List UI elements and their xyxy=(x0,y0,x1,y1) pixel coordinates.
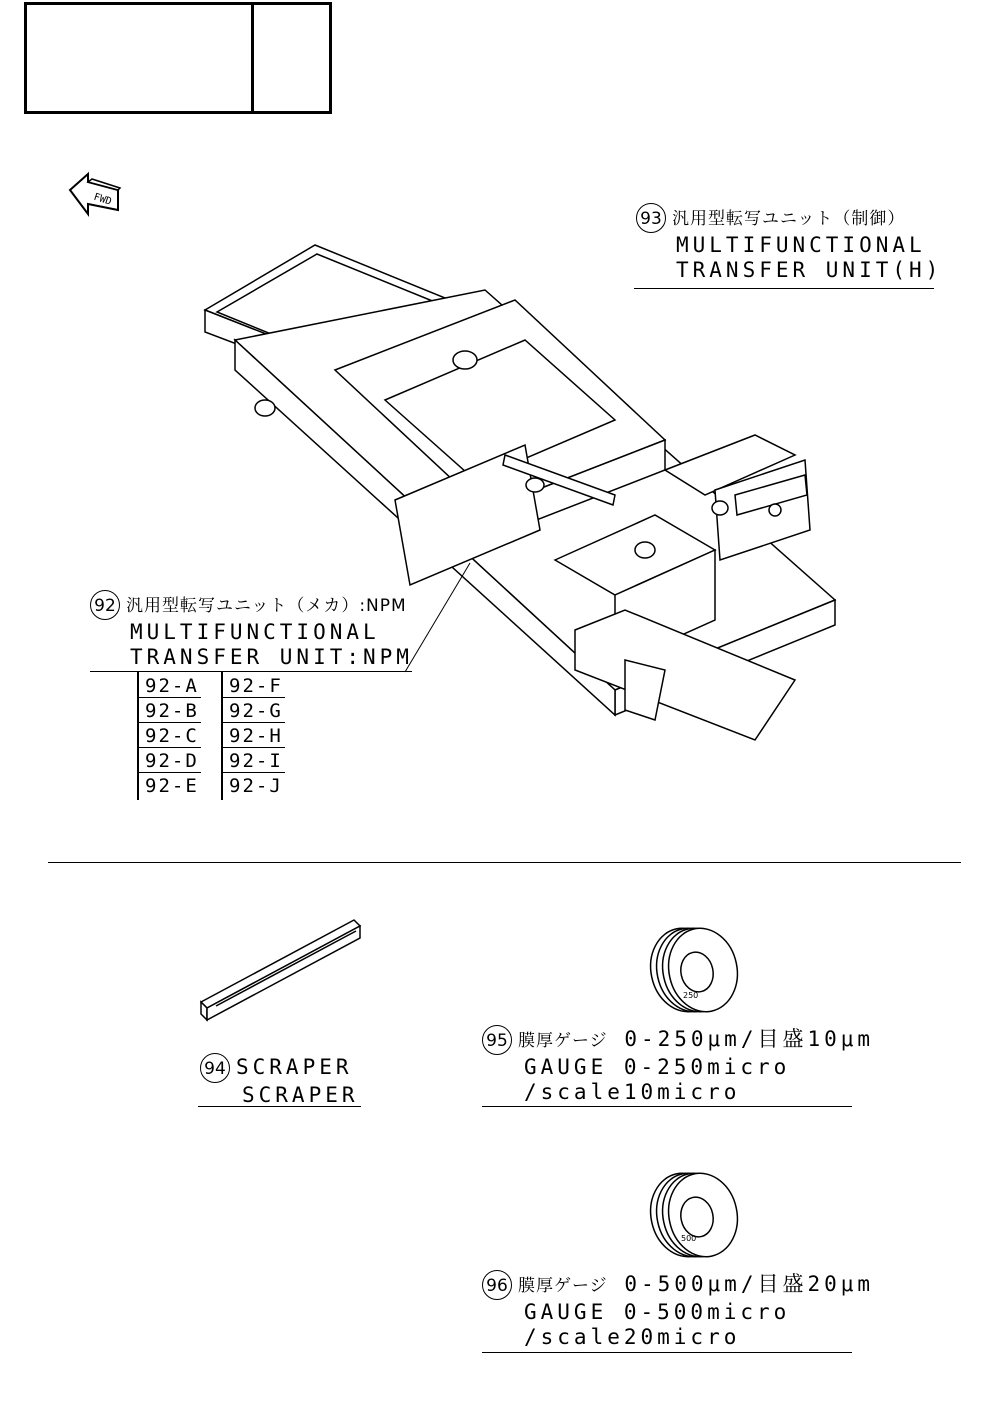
part-95-underline xyxy=(482,1106,852,1107)
part-94-line-1: SCRAPER xyxy=(236,1055,353,1079)
sub-part-92-i: 92-I xyxy=(229,750,283,772)
part-95-jp-spec: 0-250μm/目盛10μm xyxy=(624,1027,875,1051)
part-95-en-line-2: /scale10micro xyxy=(524,1080,741,1104)
part-96-en-line-1: GAUGE 0-500micro xyxy=(524,1300,791,1324)
sub-list-left-bar xyxy=(137,672,139,800)
title-block-divider xyxy=(251,5,254,111)
part-96-jp-spec: 0-500μm/目盛20μm xyxy=(624,1272,875,1296)
part-96-underline xyxy=(482,1352,852,1353)
part-93-en-line-2: TRANSFER UNIT(H) xyxy=(676,258,943,282)
forward-arrow-icon xyxy=(62,168,132,228)
sub-left-rule-3 xyxy=(139,747,201,748)
sub-right-rule-4 xyxy=(223,772,285,773)
callout-part-92 xyxy=(90,590,413,670)
part-94-underline xyxy=(198,1106,361,1107)
callout-part-94 xyxy=(200,1053,359,1108)
transfer-unit-illustration xyxy=(195,240,845,760)
gauge-95-illustration xyxy=(635,920,745,1020)
sub-part-92-h: 92-H xyxy=(229,725,283,747)
sub-right-rule-1 xyxy=(223,697,285,698)
part-95-jp-name: 膜厚ゲージ xyxy=(518,1031,608,1051)
part-number-94: 94 xyxy=(200,1053,230,1083)
part-number-93: 93 xyxy=(636,203,666,233)
gauge-96-dial-label: 500 xyxy=(681,1234,697,1243)
part-92-en-line-2: TRANSFER UNIT:NPM xyxy=(130,645,413,669)
sub-part-92-a: 92-A xyxy=(145,675,199,697)
part-92-en-line-1: MULTIFUNCTIONAL xyxy=(130,620,380,644)
sub-left-rule-1 xyxy=(139,697,201,698)
part-number-96: 96 xyxy=(482,1270,512,1300)
sub-part-92-d: 92-D xyxy=(145,750,199,772)
fwd-label: FWD xyxy=(92,191,113,208)
part-96-en-line-2: /scale20micro xyxy=(524,1325,741,1349)
sub-left-rule-2 xyxy=(139,722,201,723)
sub-part-92-j: 92-J xyxy=(229,775,283,797)
part-94-line-2: SCRAPER xyxy=(242,1083,359,1107)
part-93-en-line-1: MULTIFUNCTIONAL xyxy=(676,233,926,257)
sub-right-rule-2 xyxy=(223,722,285,723)
title-block xyxy=(24,2,332,114)
sub-list-right-bar xyxy=(221,672,223,800)
part-96-jp-name: 膜厚ゲージ xyxy=(518,1276,608,1296)
sub-part-92-f: 92-F xyxy=(229,675,283,697)
part-95-en-line-1: GAUGE 0-250micro xyxy=(524,1055,791,1079)
callout-part-93 xyxy=(636,203,942,283)
part-93-underline xyxy=(634,288,934,289)
sub-part-92-e: 92-E xyxy=(145,775,199,797)
part-93-jp-name: 汎用型転写ユニット（制御） xyxy=(672,209,906,229)
part-number-92: 92 xyxy=(90,590,120,620)
sub-part-92-c: 92-C xyxy=(145,725,199,747)
sub-part-92-g: 92-G xyxy=(229,700,283,722)
callout-part-96 xyxy=(482,1270,874,1350)
gauge-95-dial-label: 250 xyxy=(683,991,699,1000)
sub-part-92-b: 92-B xyxy=(145,700,199,722)
section-divider xyxy=(48,862,961,863)
part-92-jp-name: 汎用型転写ユニット（メカ）:NPM xyxy=(126,596,407,616)
callout-part-95 xyxy=(482,1025,874,1105)
gauge-96-illustration xyxy=(635,1165,745,1265)
scraper-illustration xyxy=(196,910,366,1025)
sub-right-rule-3 xyxy=(223,747,285,748)
sub-left-rule-4 xyxy=(139,772,201,773)
part-number-95: 95 xyxy=(482,1025,512,1055)
